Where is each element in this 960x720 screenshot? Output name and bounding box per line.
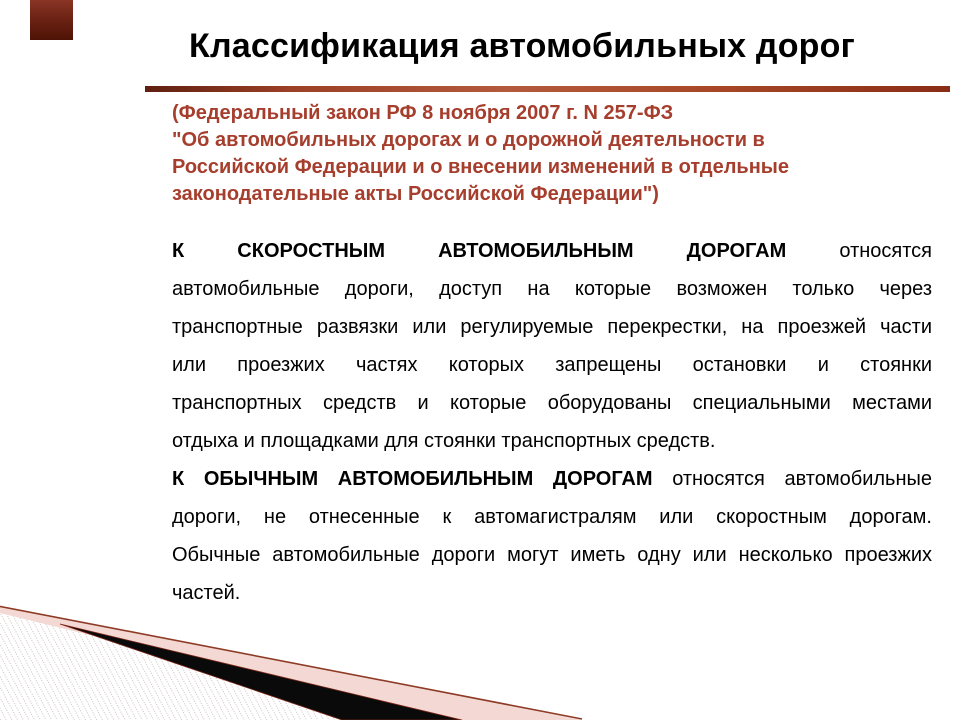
- paragraph-line: [172, 232, 932, 270]
- paragraph-lead-rest: относятся: [786, 240, 932, 262]
- paragraph-line: дороги, не отнесенные к автомагистралям или скоростным дорогам.: [172, 506, 932, 528]
- hatch-area-background: [0, 613, 436, 720]
- law-reference-line-2: "Об автомобильных дорогах и о дорожной деятельности в: [172, 129, 765, 151]
- paragraph-line: или проезжих частях которых запрещены остановки и стоянки: [172, 354, 932, 376]
- paragraph-line: автомобильные дороги, доступ на которые возможен только через: [172, 278, 932, 300]
- paragraph-line: Обычные автомобильные дороги могут иметь одну или несколько проезжих: [172, 544, 932, 566]
- decor-top-edge-line: [0, 606, 582, 719]
- corner-accent-square: [30, 0, 73, 40]
- paragraph-speed-roads: [172, 232, 932, 460]
- law-reference-block: [172, 100, 942, 208]
- paragraph-lead-bold: К ОБЫЧНЫМ АВТОМОБИЛЬНЫМ ДОРОГАМ: [172, 468, 653, 490]
- law-reference-line-1: (Федеральный закон РФ 8 ноября 2007 г. N 257-ФЗ: [172, 102, 674, 124]
- black-swoosh-shape: [60, 624, 462, 720]
- law-reference-line-3: Российской Федерации и о внесении изменений в отдельные: [172, 156, 789, 178]
- paragraph-line: транспортных средств и которые оборудованы специальными местами: [172, 392, 932, 414]
- paragraph-lead-bold: К СКОРОСТНЫМ АВТОМОБИЛЬНЫМ ДОРОГАМ: [172, 240, 787, 262]
- paragraph-line: частей.: [172, 582, 241, 604]
- hatch-area-pattern: [0, 613, 436, 720]
- pink-band-shape: [0, 607, 582, 720]
- paragraph-lead-rest: относятся автомобильные: [652, 468, 932, 490]
- slide-title: Классификация автомобильных дорог: [189, 27, 855, 65]
- paragraph-line: [172, 460, 932, 498]
- paragraph-ordinary-roads: [172, 460, 932, 612]
- law-reference-line-4: законодательные акты Российской Федерации"): [172, 183, 659, 205]
- paragraph-line: транспортные развязки или регулируемые перекрестки, на проезжей части: [172, 316, 932, 338]
- title-underline-rule: [145, 86, 950, 92]
- paragraph-line: отдыха и площадками для стоянки транспортных средств.: [172, 430, 716, 452]
